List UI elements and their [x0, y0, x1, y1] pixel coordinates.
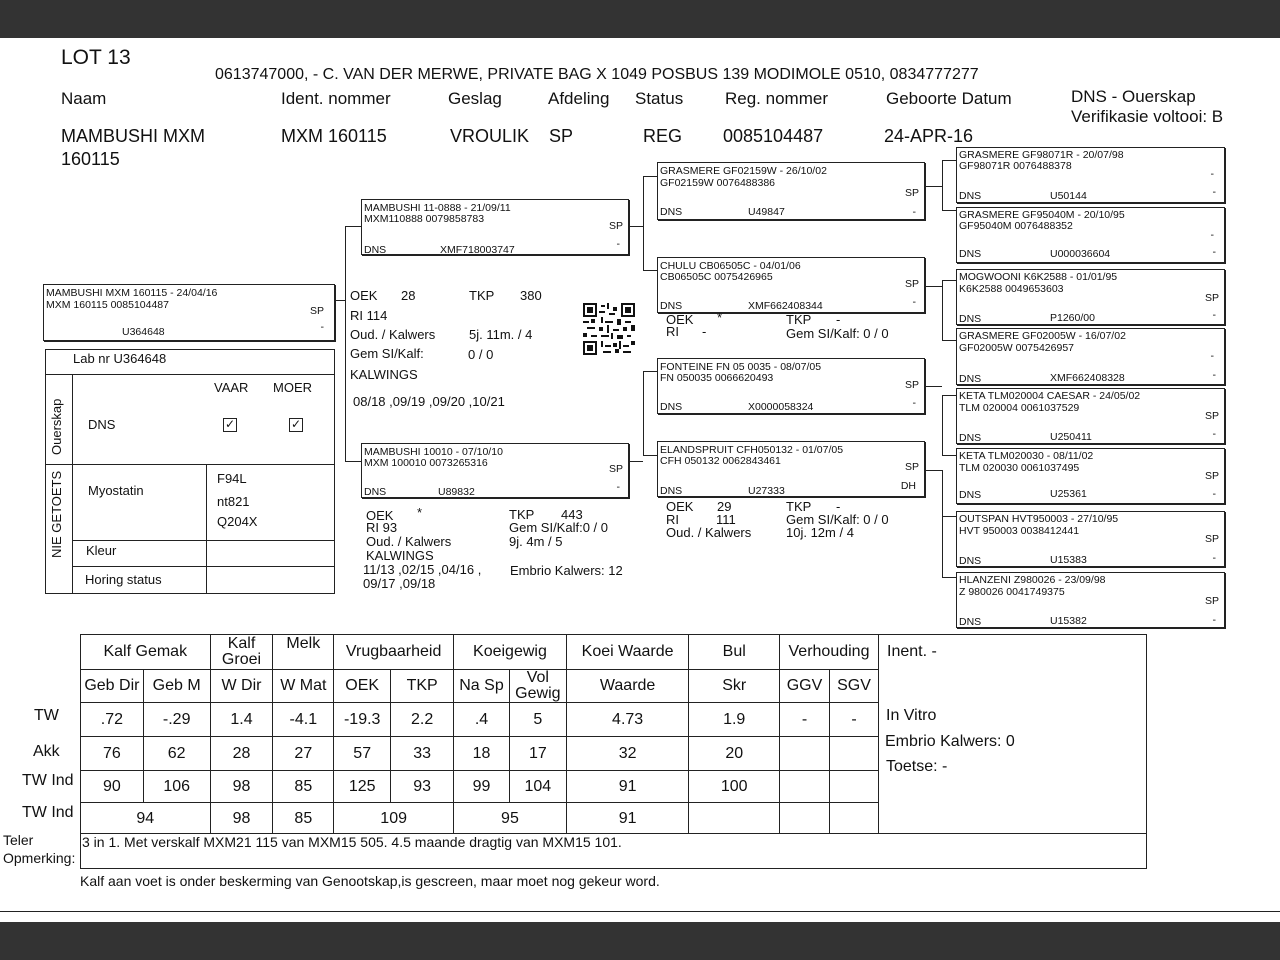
group-kalf-gemak: Kalf Gemak — [81, 635, 211, 670]
table-cell: 125 — [334, 771, 391, 803]
table-cell: 57 — [334, 737, 391, 771]
table-cell: 98 — [210, 803, 273, 836]
table-cell — [780, 737, 830, 771]
gp-bot-ri-label: RI — [666, 512, 679, 527]
teler-label: Teler — [3, 832, 34, 848]
sub-w-dir: W Dir — [210, 670, 273, 703]
table-cell: 76 — [81, 737, 144, 771]
sire-tkp-value: 380 — [520, 288, 542, 303]
gp-bot-tkp-value: - — [836, 499, 841, 514]
table-cell: -4.1 — [273, 703, 334, 737]
gp-bot-tkp-label: TKP — [786, 499, 812, 514]
table-cell: 99 — [454, 771, 510, 803]
footer-note: Kalf aan voet is onder beskerming van Genootskap,is gescreen, maar moet nog gekeur word. — [80, 873, 660, 889]
ggp-dash-2: - — [1212, 488, 1216, 500]
table-cell: 18 — [454, 737, 510, 771]
grandparent-ids: CFH 050132 0062843461 — [660, 455, 781, 467]
dam-dash: - — [616, 481, 620, 493]
dam-tkp-label: TKP — [509, 507, 535, 522]
dam-gem: Gem SI/Kalf:0 / 0 — [509, 520, 608, 535]
great-grandparent-box — [956, 207, 1225, 263]
ggp-sp: SP — [1204, 292, 1219, 304]
dam-kalwings-label: KALWINGS — [366, 548, 434, 563]
ggp-ids: TLM 020030 0061037495 — [959, 462, 1080, 474]
sire-gem-label: Gem SI/Kalf: — [350, 346, 424, 361]
dam-tkp-value: 443 — [561, 507, 583, 522]
grandparent-dns: DNS — [660, 206, 683, 218]
dam-sp: SP — [608, 463, 623, 475]
ggp-dash-2: - — [1212, 186, 1216, 198]
sire-code: XMF718003747 — [440, 244, 515, 256]
table-cell — [829, 771, 878, 803]
ggp-dns: DNS — [959, 313, 982, 325]
group-melk: Melk — [273, 635, 334, 670]
table-cell: 20 — [689, 737, 780, 771]
dam-kalwings-value-1: 11/13 ,02/15 ,04/16 , — [363, 562, 482, 577]
dam-embrio: Embrio Kalwers: 12 — [510, 563, 623, 578]
sub-ggv: GGV — [780, 670, 830, 703]
gp-top-tkp-value: - — [836, 312, 841, 327]
ggp-name: KETA TLM020030 - 08/11/02 — [959, 450, 1094, 462]
great-grandparent-box — [956, 388, 1225, 444]
sub-w-mat: W Mat — [273, 670, 334, 703]
gp-top-oek-label: OEK — [666, 312, 694, 327]
sire-name: MAMBUSHI 11-0888 - 21/09/11 — [364, 202, 511, 214]
table-cell: 106 — [143, 771, 210, 803]
sire-dns: DNS — [364, 244, 387, 256]
group-bul: Bul — [689, 635, 780, 670]
label-ident: Ident. nommer — [281, 89, 391, 108]
table-cell: 5 — [509, 703, 566, 737]
ggp-dns: DNS — [959, 616, 982, 628]
grandparent-dash: - — [912, 397, 916, 409]
ggp-dash-1: - — [1210, 350, 1214, 362]
bottom-rule — [0, 911, 1280, 912]
ggp-code: U250411 — [1050, 431, 1092, 443]
ggp-dns: DNS — [959, 432, 982, 444]
ggp-dns: DNS — [959, 190, 982, 202]
group-koeigewig: Koeigewig — [454, 635, 567, 670]
table-cell: 17 — [509, 737, 566, 771]
table-cell: 104 — [509, 771, 566, 803]
grandparent-name: CHULU CB06505C - 04/01/06 — [660, 260, 801, 272]
great-grandparent-box — [956, 328, 1225, 385]
sire-oud-value: 5j. 11m. / 4 — [469, 327, 533, 342]
bottom-bar — [0, 922, 1280, 960]
table-cell: 91 — [566, 803, 689, 836]
table-cell: -.29 — [143, 703, 210, 737]
table-cell: 1.4 — [210, 703, 273, 737]
grandparent-ids: CB06505C 0075426965 — [660, 271, 773, 283]
group-koei-waarde: Koei Waarde — [566, 635, 689, 670]
opmerking-label: Opmerking: — [3, 850, 76, 866]
sub-waarde: Waarde — [566, 670, 689, 703]
grandparent-ids: FN 050035 0066620493 — [660, 372, 774, 384]
animal-name: MAMBUSHI MXM 160115 - 24/04/16 — [46, 287, 218, 299]
table-cell: 4.73 — [566, 703, 689, 737]
myostatin-f94l: F94L — [217, 471, 247, 486]
grandparent-code: XMF662408344 — [748, 300, 823, 312]
ggp-dash-2: - — [1212, 369, 1216, 381]
label-geslag: Geslag — [448, 89, 502, 108]
ggp-name: GRASMERE GF02005W - 16/07/02 — [959, 330, 1126, 342]
table-cell — [829, 803, 878, 836]
dam-kalwings-value-2: 09/17 ,09/18 — [363, 576, 436, 591]
ggp-sp: SP — [1204, 470, 1219, 482]
great-grandparent-box — [956, 572, 1225, 628]
ggp-ids: Z 980026 0041749375 — [959, 586, 1065, 598]
lab-dns: DNS — [88, 417, 116, 432]
ggp-dash-2: - — [1212, 246, 1216, 258]
dam-oud-value: 9j. 4m / 5 — [509, 534, 563, 549]
dam-name: MAMBUSHI 10010 - 07/10/10 — [364, 446, 503, 458]
ggp-ids: TLM 020004 0061037529 — [959, 402, 1080, 414]
great-grandparent-box — [956, 269, 1225, 325]
ggp-ids: HVT 950003 0038412441 — [959, 525, 1080, 537]
grandparent-dns: DNS — [660, 485, 683, 497]
ouerskap-label: Ouerskap — [49, 398, 64, 455]
ggp-sp: SP — [1204, 533, 1219, 545]
animal-sp: SP — [309, 305, 324, 317]
value-geboorte: 24-APR-16 — [884, 126, 974, 146]
label-naam: Naam — [61, 89, 107, 108]
dam-oek-label: OEK — [366, 508, 394, 523]
ggp-name: KETA TLM020004 CAESAR - 24/05/02 — [959, 390, 1141, 402]
dam-dns: DNS — [364, 486, 387, 498]
table-cell: 98 — [210, 771, 273, 803]
row-label-tw: TW — [34, 707, 59, 724]
sire-oek-value: 28 — [401, 288, 416, 303]
gp-bot-ri-value: 111 — [716, 512, 736, 527]
sire-kalwings-label: KALWINGS — [350, 367, 418, 382]
row-label-tw-ind-merged: TW Ind — [22, 804, 74, 821]
ggp-ids: K6K2588 0049653603 — [959, 283, 1064, 295]
grandparent-dash: - — [912, 206, 916, 218]
grandparent-code: U27333 — [748, 485, 785, 497]
grandparent-box — [657, 162, 925, 220]
ggp-name: OUTSPAN HVT950003 - 27/10/95 — [959, 513, 1119, 525]
ggp-sp: SP — [1204, 410, 1219, 422]
sire-ids: MXM110888 0079858783 — [364, 213, 485, 225]
grandparent-sp: SP — [904, 379, 919, 391]
grandparent-dns: DNS — [660, 300, 683, 312]
table-cell: 2.2 — [391, 703, 454, 737]
sub-oek: OEK — [334, 670, 391, 703]
ggp-code: U50144 — [1050, 190, 1087, 202]
gp-top-oek-value: * — [717, 310, 723, 325]
grandparent-code: X0000058324 — [748, 401, 814, 413]
value-naam-2: 160115 — [61, 149, 120, 169]
animal-box — [43, 284, 335, 341]
table-cell: .4 — [454, 703, 510, 737]
inent-label: Inent. - — [887, 643, 937, 660]
great-grandparent-box — [956, 448, 1225, 504]
sub-na-sp: Na Sp — [454, 670, 510, 703]
label-status: Status — [635, 89, 684, 108]
gp-bot-oud-label: Oud. / Kalwers — [666, 525, 752, 540]
horing-label: Horing status — [85, 572, 162, 587]
ggp-ids: GF95040M 0076488352 — [959, 220, 1073, 232]
animal-ids: MXM 160115 0085104487 — [46, 299, 169, 311]
ggp-dash-2: - — [1212, 552, 1216, 564]
nie-getoets-label: NIE GETOETS — [49, 470, 64, 558]
myostatin-nt821: nt821 — [217, 494, 250, 509]
sub-geb-dir: Geb Dir — [81, 670, 144, 703]
value-naam: MAMBUSHI MXM — [61, 126, 205, 146]
ggp-code: U15383 — [1050, 554, 1087, 566]
grandparent-ids: GF02159W 0076488386 — [660, 177, 776, 189]
table-cell: 85 — [273, 803, 334, 836]
grandparent-box — [657, 257, 925, 313]
ggp-sp: SP — [1204, 595, 1219, 607]
dam-ids: MXM 100010 0073265316 — [364, 457, 488, 469]
grandparent-dash: - — [912, 296, 916, 308]
top-bar — [0, 0, 1280, 38]
table-cell: - — [829, 703, 878, 737]
sire-oud-label: Oud. / Kalwers — [350, 327, 436, 342]
value-geslag: VROULIK — [450, 126, 530, 146]
remark-text: 3 in 1. Met verskalf MXM21 115 van MXM15 505. 4.5 maande dragtig van MXM15 101. — [82, 834, 622, 850]
gp-bot-gem: Gem SI/Kalf: 0 / 0 — [786, 512, 889, 527]
vaar-checkbox[interactable]: ✓ — [224, 417, 236, 431]
ggp-code: XMF662408328 — [1050, 372, 1125, 384]
table-cell: 27 — [273, 737, 334, 771]
sire-sp: SP — [608, 220, 623, 232]
label-reg: Reg. nommer — [725, 89, 828, 108]
dam-box — [361, 443, 629, 498]
sire-ri: RI 114 — [350, 308, 388, 323]
ggp-name: MOGWOONI K6K2588 - 01/01/95 — [959, 271, 1118, 283]
dam-ri: RI 93 — [366, 520, 398, 535]
table-cell: 90 — [81, 771, 144, 803]
lab-nr: Lab nr U364648 — [73, 351, 167, 366]
grandparent-dh: DH — [900, 480, 916, 492]
label-afdeling: Afdeling — [548, 89, 610, 108]
table-cell: .72 — [81, 703, 144, 737]
value-afdeling: SP — [549, 126, 574, 146]
grandparent-dns: DNS — [660, 401, 683, 413]
table-cell: 33 — [391, 737, 454, 771]
sub-vol-gewig: Vol Gewig — [509, 670, 566, 703]
table-cell — [689, 803, 780, 836]
breeder-line: 0613747000, - C. VAN DER MERWE, PRIVATE BAG X 1049 POSBUS 139 MODIMOLE 0510, 0834777277 — [215, 66, 979, 83]
animal-dash: - — [320, 321, 324, 333]
grandparent-name: GRASMERE GF02159W - 26/10/02 — [660, 165, 827, 177]
gp-top-gem: Gem SI/Kalf: 0 / 0 — [786, 326, 889, 341]
sire-tkp-label: TKP — [469, 288, 495, 303]
ggp-dash-1: - — [1210, 229, 1214, 241]
value-status: REG — [643, 126, 683, 146]
table-cell: 85 — [273, 771, 334, 803]
moer-checkbox[interactable]: ✓ — [290, 417, 302, 431]
table-cell: 28 — [210, 737, 273, 771]
sub-tkp: TKP — [391, 670, 454, 703]
label-verifikasie: Verifikasie voltooi: B — [1071, 107, 1224, 126]
table-cell: 100 — [689, 771, 780, 803]
grandparent-box — [657, 358, 925, 414]
ggp-dash-1: - — [1210, 168, 1214, 180]
grandparent-name: FONTEINE FN 05 0035 - 08/07/05 — [660, 361, 822, 373]
grandparent-sp: SP — [904, 461, 919, 473]
ggp-name: GRASMERE GF95040M - 20/10/95 — [959, 209, 1125, 221]
row-label-tw-ind: TW Ind — [22, 772, 74, 789]
embrio-kalwers-label: Embrio Kalwers: 0 — [885, 733, 1015, 750]
great-grandparent-box — [956, 511, 1225, 567]
sub-skr: Skr — [689, 670, 780, 703]
ggp-code: U000036604 — [1050, 248, 1111, 260]
myostatin-q204x: Q204X — [217, 514, 258, 529]
dam-oud-label: Oud. / Kalwers — [366, 534, 452, 549]
ggp-dns: DNS — [959, 248, 982, 260]
table-cell: 95 — [454, 803, 567, 836]
ggp-name: GRASMERE GF98071R - 20/07/98 — [959, 149, 1124, 161]
sire-kalwings-value: 08/18 ,09/19 ,09/20 ,10/21 — [353, 394, 505, 409]
ggp-dash-2: - — [1212, 309, 1216, 321]
ggp-dns: DNS — [959, 489, 982, 501]
sub-geb-m: Geb M — [143, 670, 210, 703]
value-ident: MXM 160115 — [281, 126, 387, 146]
ggp-dash-2: - — [1212, 428, 1216, 440]
in-vitro-label: In Vitro — [886, 707, 937, 724]
table-cell — [829, 737, 878, 771]
table-cell: 1.9 — [689, 703, 780, 737]
dam-code: U89832 — [438, 486, 475, 498]
sire-oek-label: OEK — [350, 288, 378, 303]
label-dns: DNS - Ouerskap — [1071, 87, 1196, 106]
row-label-akk: Akk — [33, 743, 60, 760]
dam-oek-value: * — [417, 505, 423, 520]
lot-number: LOT 13 — [61, 46, 131, 69]
ggp-ids: GF98071R 0076488378 — [959, 160, 1072, 172]
ggp-code: U25361 — [1050, 488, 1087, 500]
gp-top-tkp-label: TKP — [786, 312, 812, 327]
group-kalf-groei: Kalf Groei — [210, 635, 273, 670]
sub-sgv: SGV — [829, 670, 878, 703]
lab-vaar: VAAR — [214, 380, 249, 395]
grandparent-sp: SP — [904, 187, 919, 199]
ggp-dns: DNS — [959, 373, 982, 385]
gp-bot-oek-value: 29 — [717, 499, 732, 514]
ggp-dns: DNS — [959, 555, 982, 567]
ggp-name: HLANZENI Z980026 - 23/09/98 — [959, 574, 1106, 586]
myostatin-label: Myostatin — [88, 483, 144, 498]
animal-code: U364648 — [122, 326, 165, 338]
kleur-label: Kleur — [86, 543, 117, 558]
sire-dash: - — [616, 238, 620, 250]
grandparent-sp: SP — [904, 278, 919, 290]
ggp-code: P1260/00 — [1050, 312, 1095, 324]
table-cell: 93 — [391, 771, 454, 803]
table-cell: -19.3 — [334, 703, 391, 737]
qr-code-icon — [583, 303, 635, 355]
table-cell: 91 — [566, 771, 689, 803]
great-grandparent-box — [956, 147, 1225, 203]
label-geboorte: Geboorte Datum — [886, 89, 1012, 108]
gp-top-ri-label: RI — [666, 324, 679, 339]
table-cell: 94 — [81, 803, 211, 836]
ebv-table — [80, 634, 879, 836]
ggp-dash-2: - — [1212, 614, 1216, 626]
lab-moer: MOER — [273, 380, 312, 395]
ggp-ids: GF02005W 0075426957 — [959, 342, 1075, 354]
gp-bot-oud-value: 10j. 12m / 4 — [786, 525, 854, 540]
table-cell — [780, 771, 830, 803]
gp-bot-oek-label: OEK — [666, 499, 694, 514]
sire-gem-value: 0 / 0 — [468, 347, 494, 362]
grandparent-box — [657, 441, 925, 497]
group-verhouding: Verhouding — [780, 635, 879, 670]
grandparent-code: U49847 — [748, 206, 785, 218]
table-cell: 32 — [566, 737, 689, 771]
toetse-label: Toetse: - — [886, 758, 948, 775]
gp-top-ri-value: - — [702, 324, 707, 339]
value-reg: 0085104487 — [723, 126, 824, 146]
table-cell: 109 — [334, 803, 454, 836]
grandparent-name: ELANDSPRUIT CFH050132 - 01/07/05 — [660, 444, 844, 456]
table-cell: 62 — [143, 737, 210, 771]
table-cell: - — [780, 703, 830, 737]
group-vrugbaarheid: Vrugbaarheid — [334, 635, 454, 670]
table-cell — [780, 803, 830, 836]
ggp-code: U15382 — [1050, 615, 1087, 627]
sire-box — [361, 199, 629, 255]
